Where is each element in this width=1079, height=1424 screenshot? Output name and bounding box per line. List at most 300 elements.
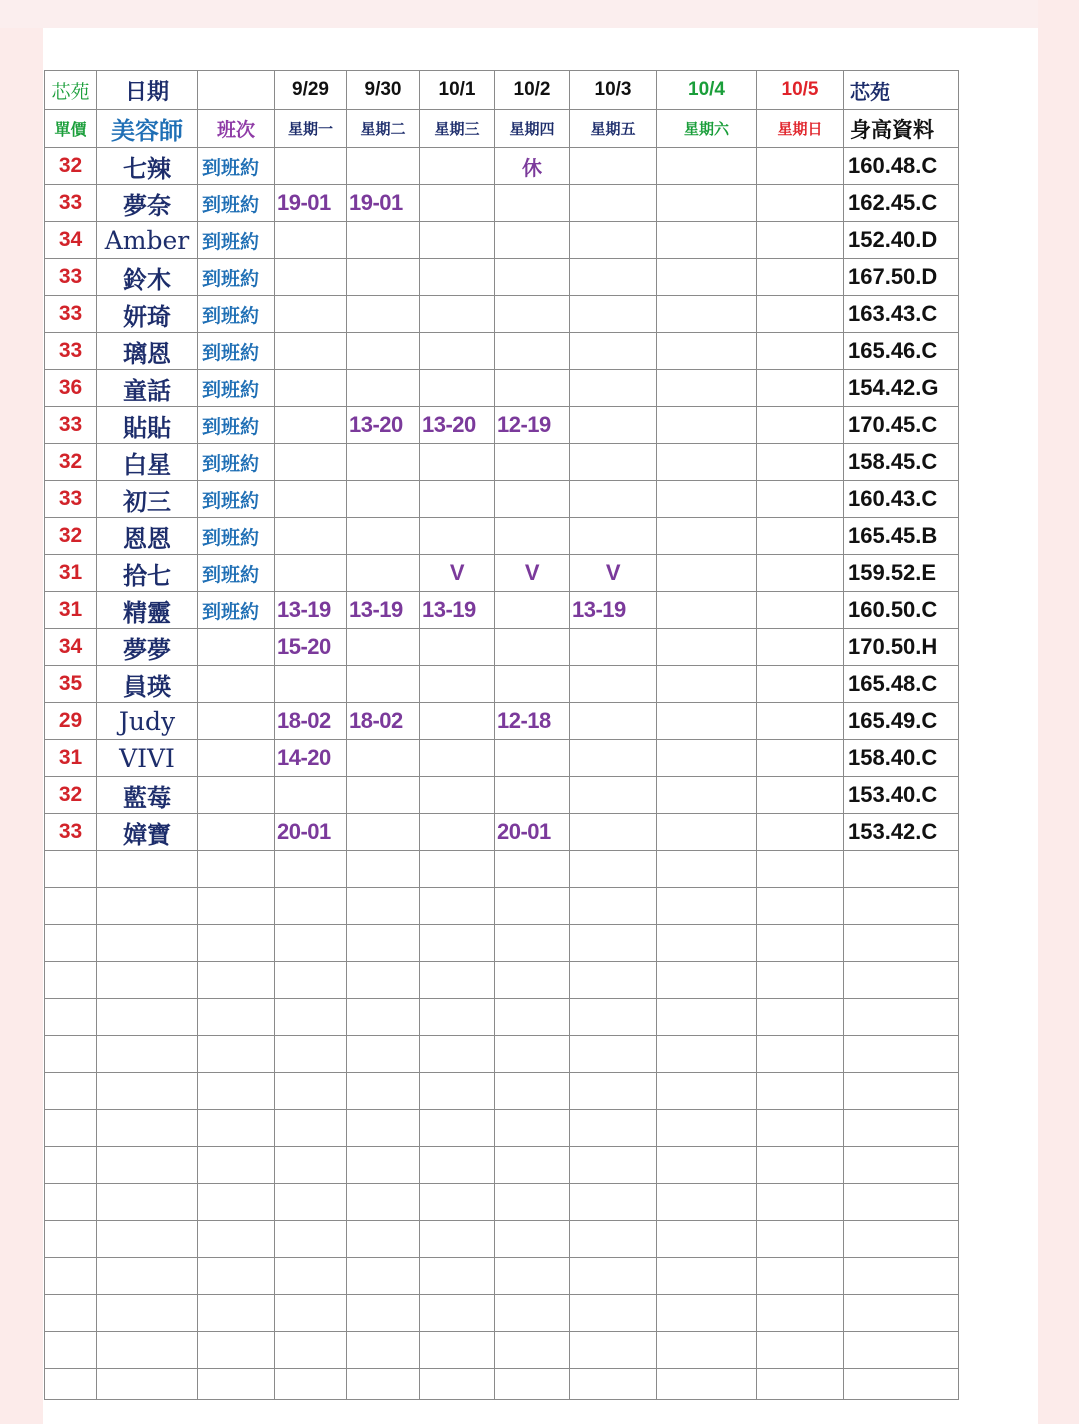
- price-cell: 33: [45, 296, 97, 333]
- empty-cell: [347, 999, 420, 1036]
- empty-cell: [657, 999, 757, 1036]
- shift-cell: [198, 666, 275, 703]
- price-cell: 32: [45, 444, 97, 481]
- empty-cell: [570, 1332, 657, 1369]
- shift-cell: [198, 814, 275, 851]
- empty-row: [45, 1073, 959, 1110]
- shift-cell: [198, 777, 275, 814]
- stylist-name-cell: 夢奈: [97, 185, 198, 222]
- empty-cell: [844, 1295, 959, 1332]
- empty-cell: [844, 962, 959, 999]
- empty-cell: [495, 1073, 570, 1110]
- empty-cell: [757, 925, 844, 962]
- schedule-cell: 13-19: [347, 592, 420, 629]
- empty-cell: [420, 1295, 495, 1332]
- empty-cell: [844, 851, 959, 888]
- schedule-cell: [657, 370, 757, 407]
- empty-cell: [97, 1332, 198, 1369]
- schedule-cell: 15-20: [275, 629, 347, 666]
- schedule-cell: [657, 666, 757, 703]
- schedule-cell: [570, 444, 657, 481]
- header-row-dates: [45, 71, 959, 110]
- empty-row: [45, 1295, 959, 1332]
- shift-cell: 到班約: [198, 296, 275, 333]
- stylist-name-cell: 員瑛: [97, 666, 198, 703]
- height-cell: 153.40.C: [844, 777, 959, 814]
- height-cell: 165.46.C: [844, 333, 959, 370]
- schedule-cell: [657, 777, 757, 814]
- schedule-cell: [420, 370, 495, 407]
- shift-cell: 到班約: [198, 481, 275, 518]
- empty-cell: [844, 925, 959, 962]
- empty-cell: [347, 925, 420, 962]
- weekday-header-2: 星期三: [420, 110, 495, 148]
- empty-cell: [757, 1295, 844, 1332]
- schedule-cell: [420, 444, 495, 481]
- empty-cell: [570, 1369, 657, 1400]
- empty-cell: [420, 1332, 495, 1369]
- price-cell: 32: [45, 148, 97, 185]
- empty-cell: [347, 1110, 420, 1147]
- empty-cell: [570, 851, 657, 888]
- empty-cell: [844, 1110, 959, 1147]
- empty-cell: [275, 925, 347, 962]
- schedule-cell: [420, 481, 495, 518]
- schedule-cell: [347, 777, 420, 814]
- schedule-cell: [420, 259, 495, 296]
- empty-cell: [347, 962, 420, 999]
- schedule-cell: [657, 333, 757, 370]
- empty-row: [45, 1036, 959, 1073]
- empty-cell: [420, 1258, 495, 1295]
- schedule-cell: [570, 407, 657, 444]
- schedule-cell: [347, 555, 420, 592]
- empty-cell: [45, 1369, 97, 1400]
- schedule-cell: 13-19: [275, 592, 347, 629]
- stylist-name-cell: 夢夢: [97, 629, 198, 666]
- schedule-cell: [420, 518, 495, 555]
- schedule-cell: [570, 777, 657, 814]
- schedule-cell: [570, 740, 657, 777]
- schedule-cell: [657, 740, 757, 777]
- schedule-cell: [495, 740, 570, 777]
- schedule-cell: [757, 370, 844, 407]
- empty-cell: [420, 962, 495, 999]
- empty-cell: [570, 1147, 657, 1184]
- schedule-table: [44, 70, 959, 1400]
- schedule-cell: [347, 259, 420, 296]
- table-row: [45, 777, 959, 814]
- empty-cell: [657, 1369, 757, 1400]
- schedule-cell: [757, 777, 844, 814]
- height-cell: 167.50.D: [844, 259, 959, 296]
- empty-cell: [198, 1332, 275, 1369]
- schedule-cell: [570, 703, 657, 740]
- schedule-cell: V: [420, 555, 495, 592]
- schedule-cell: [495, 518, 570, 555]
- empty-cell: [570, 1295, 657, 1332]
- empty-cell: [275, 1073, 347, 1110]
- empty-row: [45, 925, 959, 962]
- schedule-cell: [570, 370, 657, 407]
- schedule-cell: [570, 666, 657, 703]
- empty-cell: [275, 1258, 347, 1295]
- schedule-cell: [657, 555, 757, 592]
- stylist-name-cell: 璃恩: [97, 333, 198, 370]
- shift-cell: 到班約: [198, 407, 275, 444]
- empty-cell: [275, 1295, 347, 1332]
- stylist-name-cell: VIVI: [97, 740, 198, 777]
- schedule-cell: [275, 555, 347, 592]
- stylist-label: 美容師: [97, 110, 198, 148]
- empty-cell: [495, 1332, 570, 1369]
- empty-cell: [495, 1369, 570, 1400]
- empty-cell: [45, 888, 97, 925]
- stylist-name-cell: 白星: [97, 444, 198, 481]
- table-row: [45, 666, 959, 703]
- schedule-cell: [570, 259, 657, 296]
- schedule-cell: [347, 148, 420, 185]
- schedule-cell: 13-20: [420, 407, 495, 444]
- schedule-cell: [570, 333, 657, 370]
- empty-cell: [45, 1184, 97, 1221]
- stylist-name-cell: 恩恩: [97, 518, 198, 555]
- schedule-cell: [657, 481, 757, 518]
- empty-cell: [657, 1221, 757, 1258]
- empty-cell: [570, 999, 657, 1036]
- shift-cell: [198, 740, 275, 777]
- shift-cell: 到班約: [198, 333, 275, 370]
- price-cell: 31: [45, 555, 97, 592]
- empty-cell: [657, 1110, 757, 1147]
- schedule-cell: [495, 592, 570, 629]
- schedule-cell: [347, 222, 420, 259]
- price-cell: 32: [45, 777, 97, 814]
- empty-cell: [657, 1036, 757, 1073]
- empty-cell: [570, 1221, 657, 1258]
- schedule-cell: [657, 222, 757, 259]
- empty-cell: [657, 962, 757, 999]
- empty-cell: [97, 1110, 198, 1147]
- empty-cell: [420, 888, 495, 925]
- weekday-header-3: 星期四: [495, 110, 570, 148]
- empty-cell: [570, 1258, 657, 1295]
- empty-cell: [45, 1110, 97, 1147]
- stylist-name-cell: 貼貼: [97, 407, 198, 444]
- empty-cell: [347, 1258, 420, 1295]
- shift-cell: [198, 703, 275, 740]
- stylist-name-cell: 七辣: [97, 148, 198, 185]
- price-cell: 31: [45, 740, 97, 777]
- schedule-cell: [420, 703, 495, 740]
- empty-cell: [198, 1147, 275, 1184]
- schedule-cell: [420, 296, 495, 333]
- empty-cell: [45, 1221, 97, 1258]
- schedule-cell: [347, 481, 420, 518]
- empty-cell: [347, 1369, 420, 1400]
- schedule-cell: 18-02: [347, 703, 420, 740]
- empty-cell: [198, 1295, 275, 1332]
- height-cell: 170.45.C: [844, 407, 959, 444]
- empty-row: [45, 888, 959, 925]
- schedule-cell: [657, 444, 757, 481]
- empty-cell: [757, 1221, 844, 1258]
- schedule-cell: [420, 666, 495, 703]
- shift-cell: 到班約: [198, 555, 275, 592]
- empty-cell: [420, 999, 495, 1036]
- empty-cell: [570, 1073, 657, 1110]
- schedule-cell: [657, 296, 757, 333]
- schedule-cell: [570, 481, 657, 518]
- schedule-cell: [420, 333, 495, 370]
- table-row: [45, 259, 959, 296]
- weekday-header-4: 星期五: [570, 110, 657, 148]
- date-header-1: 9/30: [347, 71, 420, 110]
- empty-cell: [275, 1184, 347, 1221]
- schedule-cell: [495, 222, 570, 259]
- schedule-cell: [495, 629, 570, 666]
- schedule-cell: [570, 814, 657, 851]
- stylist-name-cell: Judy: [97, 703, 198, 740]
- schedule-cell: [570, 185, 657, 222]
- schedule-cell: [757, 703, 844, 740]
- schedule-cell: [275, 777, 347, 814]
- height-cell: 162.45.C: [844, 185, 959, 222]
- schedule-cell: [570, 629, 657, 666]
- price-label: 單價: [45, 110, 97, 148]
- top-band: [0, 0, 1038, 28]
- empty-cell: [275, 1036, 347, 1073]
- empty-cell: [495, 1295, 570, 1332]
- stylist-name-cell: 初三: [97, 481, 198, 518]
- schedule-cell: [275, 370, 347, 407]
- weekday-header-1: 星期二: [347, 110, 420, 148]
- schedule-cell: [420, 777, 495, 814]
- schedule-cell: [275, 407, 347, 444]
- empty-cell: [45, 1258, 97, 1295]
- empty-cell: [420, 1110, 495, 1147]
- height-cell: 170.50.H: [844, 629, 959, 666]
- empty-cell: [45, 1036, 97, 1073]
- shift-cell: 到班約: [198, 592, 275, 629]
- table-row: [45, 222, 959, 259]
- empty-cell: [420, 1036, 495, 1073]
- empty-cell: [657, 1258, 757, 1295]
- schedule-cell: [757, 592, 844, 629]
- schedule-cell: [757, 444, 844, 481]
- date-header-6: 10/5: [757, 71, 844, 110]
- empty-cell: [198, 999, 275, 1036]
- schedule-cell: [570, 222, 657, 259]
- schedule-cell: [657, 518, 757, 555]
- empty-cell: [570, 925, 657, 962]
- schedule-cell: [657, 629, 757, 666]
- empty-cell: [97, 962, 198, 999]
- empty-cell: [570, 962, 657, 999]
- price-cell: 34: [45, 629, 97, 666]
- empty-cell: [757, 888, 844, 925]
- empty-cell: [657, 925, 757, 962]
- empty-cell: [570, 1036, 657, 1073]
- price-cell: 32: [45, 518, 97, 555]
- schedule-cell: [757, 740, 844, 777]
- schedule-cell: [757, 555, 844, 592]
- empty-cell: [347, 1147, 420, 1184]
- shift-cell: 到班約: [198, 222, 275, 259]
- empty-cell: [45, 999, 97, 1036]
- empty-cell: [275, 1332, 347, 1369]
- height-cell: 160.43.C: [844, 481, 959, 518]
- empty-row: [45, 999, 959, 1036]
- schedule-cell: 14-20: [275, 740, 347, 777]
- height-cell: 153.42.C: [844, 814, 959, 851]
- empty-cell: [347, 1221, 420, 1258]
- schedule-cell: [347, 740, 420, 777]
- empty-row: [45, 1147, 959, 1184]
- schedule-cell: 18-02: [275, 703, 347, 740]
- empty-cell: [198, 1221, 275, 1258]
- empty-row: [45, 851, 959, 888]
- schedule-cell: [495, 259, 570, 296]
- empty-cell: [495, 1221, 570, 1258]
- empty-row: [45, 1221, 959, 1258]
- schedule-cell: [657, 148, 757, 185]
- schedule-cell: [570, 296, 657, 333]
- schedule-cell: [495, 481, 570, 518]
- stylist-name-cell: Amber: [97, 222, 198, 259]
- schedule-cell: [495, 444, 570, 481]
- price-cell: 33: [45, 333, 97, 370]
- empty-cell: [844, 1147, 959, 1184]
- empty-cell: [347, 851, 420, 888]
- empty-cell: [844, 1258, 959, 1295]
- schedule-cell: [495, 777, 570, 814]
- empty-cell: [97, 1073, 198, 1110]
- empty-cell: [275, 851, 347, 888]
- schedule-cell: V: [570, 555, 657, 592]
- schedule-cell: [495, 370, 570, 407]
- schedule-cell: 休: [495, 148, 570, 185]
- shift-cell: [198, 629, 275, 666]
- empty-cell: [45, 1295, 97, 1332]
- schedule-cell: [570, 148, 657, 185]
- shift-label: 班次: [198, 110, 275, 148]
- schedule-cell: [757, 259, 844, 296]
- price-cell: 29: [45, 703, 97, 740]
- empty-cell: [757, 1258, 844, 1295]
- empty-row: [45, 1110, 959, 1147]
- empty-cell: [97, 851, 198, 888]
- table-row: [45, 444, 959, 481]
- empty-cell: [198, 888, 275, 925]
- price-cell: 33: [45, 185, 97, 222]
- empty-cell: [97, 1221, 198, 1258]
- empty-cell: [495, 1110, 570, 1147]
- schedule-cell: [757, 222, 844, 259]
- stylist-name-cell: 精靈: [97, 592, 198, 629]
- empty-cell: [198, 1258, 275, 1295]
- schedule-cell: [757, 629, 844, 666]
- empty-cell: [97, 1036, 198, 1073]
- schedule-cell: [347, 296, 420, 333]
- date-label: 日期: [97, 71, 198, 110]
- schedule-cell: [757, 148, 844, 185]
- empty-cell: [844, 1184, 959, 1221]
- table-row: [45, 740, 959, 777]
- empty-cell: [347, 1184, 420, 1221]
- empty-cell: [97, 1184, 198, 1221]
- stylist-name-cell: 鈴木: [97, 259, 198, 296]
- date-header-0: 9/29: [275, 71, 347, 110]
- table-row: [45, 296, 959, 333]
- empty-cell: [97, 888, 198, 925]
- empty-cell: [45, 1073, 97, 1110]
- empty-cell: [495, 925, 570, 962]
- empty-cell: [495, 1258, 570, 1295]
- schedule-cell: [757, 407, 844, 444]
- schedule-cell: [347, 666, 420, 703]
- empty-cell: [347, 1332, 420, 1369]
- empty-cell: [420, 925, 495, 962]
- stylist-name-cell: 童話: [97, 370, 198, 407]
- schedule-cell: [347, 370, 420, 407]
- empty-cell: [198, 962, 275, 999]
- schedule-cell: [495, 185, 570, 222]
- schedule-cell: [420, 185, 495, 222]
- price-cell: 33: [45, 814, 97, 851]
- empty-cell: [420, 1073, 495, 1110]
- empty-cell: [495, 1147, 570, 1184]
- empty-cell: [198, 1184, 275, 1221]
- schedule-cell: 19-01: [347, 185, 420, 222]
- empty-cell: [757, 1369, 844, 1400]
- schedule-cell: 19-01: [275, 185, 347, 222]
- empty-cell: [45, 851, 97, 888]
- empty-cell: [275, 962, 347, 999]
- height-cell: 152.40.D: [844, 222, 959, 259]
- date-header-5: 10/4: [657, 71, 757, 110]
- empty-cell: [97, 1369, 198, 1400]
- empty-cell: [45, 1147, 97, 1184]
- empty-cell: [97, 999, 198, 1036]
- table-row: [45, 555, 959, 592]
- empty-cell: [347, 1295, 420, 1332]
- empty-cell: [347, 1073, 420, 1110]
- header-blank-cell: [198, 71, 275, 110]
- weekday-header-6: 星期日: [757, 110, 844, 148]
- schedule-cell: [495, 333, 570, 370]
- price-cell: 36: [45, 370, 97, 407]
- empty-cell: [757, 851, 844, 888]
- schedule-cell: [495, 666, 570, 703]
- schedule-cell: [275, 333, 347, 370]
- date-header-3: 10/2: [495, 71, 570, 110]
- schedule-cell: 20-01: [495, 814, 570, 851]
- empty-cell: [198, 851, 275, 888]
- schedule-cell: [275, 666, 347, 703]
- schedule-cell: [420, 148, 495, 185]
- schedule-cell: [757, 296, 844, 333]
- empty-cell: [495, 888, 570, 925]
- schedule-cell: [757, 666, 844, 703]
- height-cell: 165.48.C: [844, 666, 959, 703]
- empty-cell: [657, 1332, 757, 1369]
- schedule-cell: [657, 407, 757, 444]
- empty-cell: [420, 1369, 495, 1400]
- schedule-cell: 13-20: [347, 407, 420, 444]
- schedule-cell: [275, 148, 347, 185]
- table-row: [45, 703, 959, 740]
